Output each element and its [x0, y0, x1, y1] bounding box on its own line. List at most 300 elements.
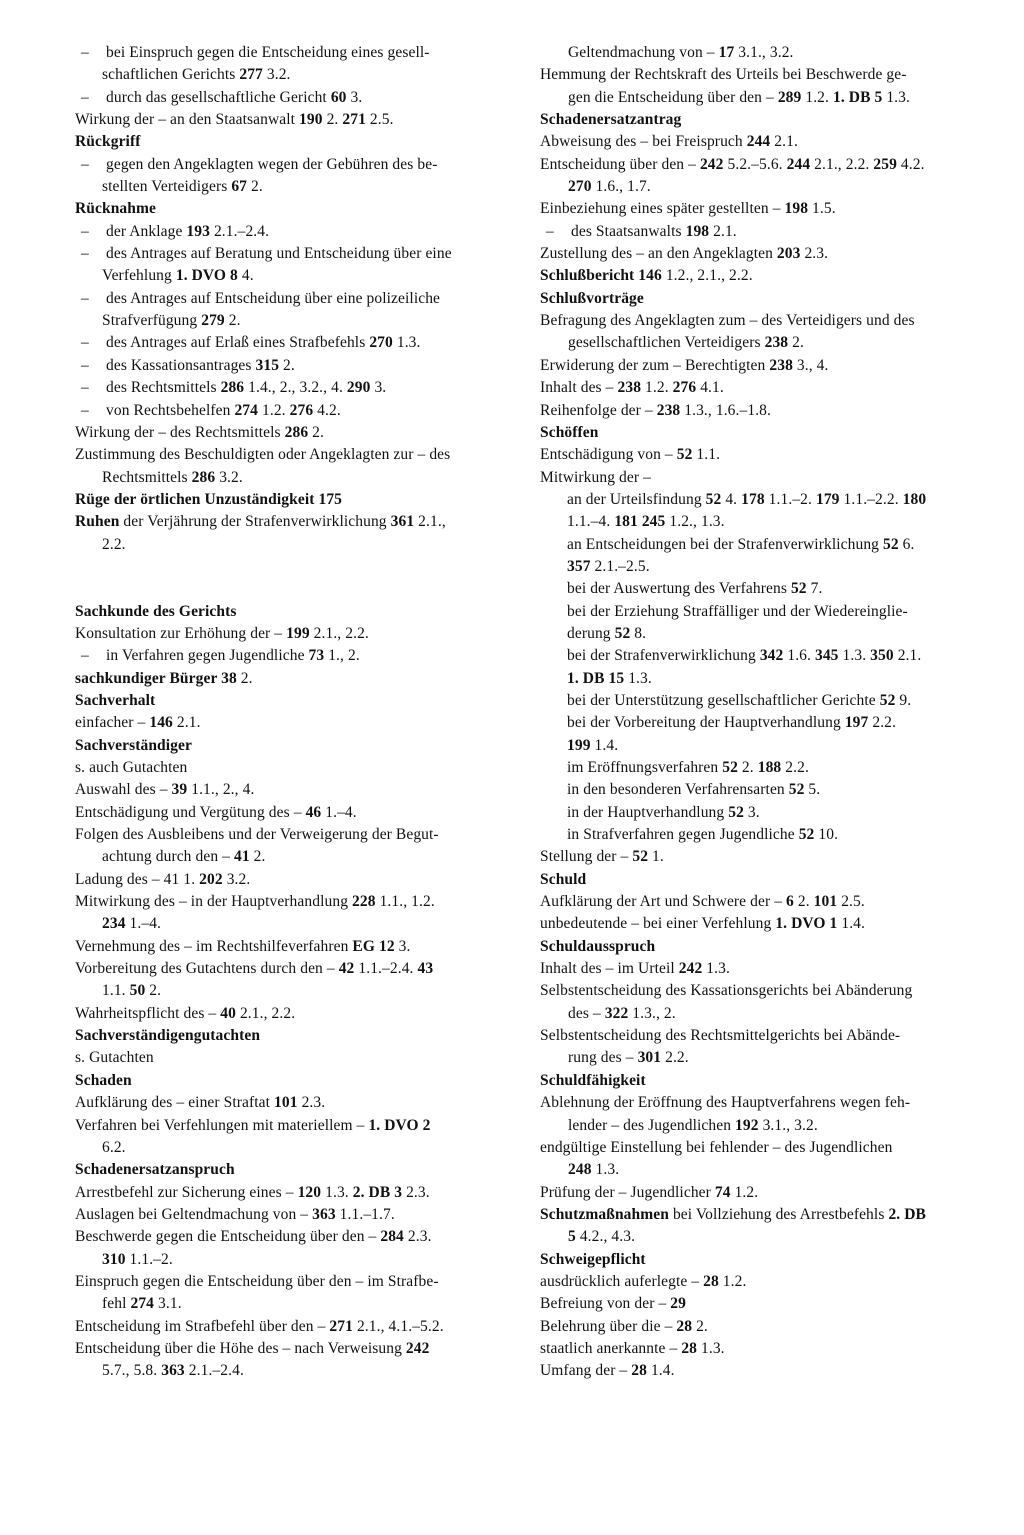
index-text: Sachverständiger: [75, 736, 192, 754]
index-entry-line: [540, 1092, 990, 1114]
index-reference: 52: [614, 624, 631, 642]
index-reference: 350: [870, 647, 894, 665]
index-heading: [540, 1249, 990, 1271]
index-reference: 52: [879, 691, 896, 709]
index-entry-line: [75, 422, 520, 444]
index-reference: 52: [788, 781, 805, 799]
index-text: Rechtsmittels: [102, 468, 192, 486]
index-entry-line: [540, 154, 990, 176]
index-dash-entry: [75, 288, 520, 310]
index-text: 1.3., 1.6.–1.8.: [680, 401, 772, 419]
index-text: Mitwirkung des – in der Hauptverhandlung: [75, 893, 353, 911]
index-text: Ablehnung der Eröffnung des Hauptverfahrens wegen feh-: [540, 1094, 911, 1112]
index-entry-line: [75, 712, 520, 734]
index-reference: 238: [617, 379, 642, 397]
index-reference: 198: [685, 222, 710, 240]
index-continuation-line: [75, 1249, 520, 1271]
dash-marker: –: [81, 334, 89, 352]
index-column-right: [540, 42, 990, 1383]
index-text: Belehrung über die –: [540, 1317, 677, 1335]
index-text: 1.2., 2.1., 2.2.: [661, 267, 753, 285]
index-entry-line: [75, 869, 520, 891]
index-text: 1.2.: [730, 1183, 759, 1201]
index-text: s. Gutachten: [75, 1049, 154, 1067]
index-text: 2.: [145, 982, 162, 1000]
dash-entry-text: [75, 377, 386, 399]
index-text: 1.3., 2.: [628, 1004, 676, 1022]
index-text: Reihenfolge der –: [540, 401, 657, 419]
index-subentry-line: [540, 757, 990, 779]
index-entry-line: [540, 891, 990, 913]
index-text: 2.2.: [781, 759, 809, 776]
index-reference: 52: [728, 803, 744, 821]
index-text: 2.: [692, 1317, 708, 1335]
index-text: Abweisung des – bei Freispruch: [540, 133, 747, 151]
index-text: 5.: [804, 781, 821, 799]
index-reference: 248: [568, 1161, 592, 1179]
dash-entry-text: [75, 355, 295, 377]
index-text: 1.1.: [102, 982, 130, 1000]
index-reference: 120: [297, 1183, 322, 1201]
index-continuation-line: [75, 913, 520, 935]
index-text: 2.1.–2.4.: [184, 1362, 244, 1380]
index-text: Sachkunde des Gerichts: [75, 602, 237, 620]
index-text: Einspruch gegen die Entscheidung über den – im Strafbe-: [75, 1272, 439, 1290]
index-text: 1.3.: [697, 1339, 725, 1357]
index-reference: 180: [902, 490, 927, 508]
index-continuation-line: [75, 1360, 520, 1382]
index-text: gesellschaftlichen Verteidigers: [568, 334, 765, 352]
index-entry-line: [540, 265, 990, 287]
index-dash-entry: [75, 154, 520, 176]
index-reference: 52: [705, 490, 722, 508]
index-continuation-line: [75, 64, 520, 86]
index-reference: 67: [231, 178, 248, 196]
index-entry-line: [540, 1025, 990, 1047]
index-reference: 6: [786, 893, 794, 911]
index-continuation-line: [75, 534, 520, 556]
index-reference: 242: [699, 155, 724, 173]
index-text: 2.5.: [365, 111, 394, 129]
index-reference: 1. DB 5: [832, 88, 883, 106]
dash-entry-text: [540, 221, 737, 243]
index-reference: 199: [567, 736, 591, 754]
dash-entry-text: [75, 332, 421, 354]
index-text: Aufklärung der Art und Schwere der –: [540, 893, 787, 911]
index-reference: 234: [102, 915, 126, 933]
index-text: bei der Unterstützung gesellschaftlicher Gerichte: [567, 691, 880, 709]
index-text: 1.5.: [808, 200, 836, 218]
index-continuation-line: [540, 1226, 990, 1248]
index-text: 1., 2.: [324, 647, 360, 665]
index-text: 3.2.: [222, 870, 251, 888]
index-text: Auswahl des –: [75, 781, 172, 799]
index-text: 2.1.: [770, 133, 798, 151]
index-continuation-line: [540, 1047, 990, 1069]
index-entry-line: [75, 1271, 520, 1293]
index-entry-line: [75, 1316, 520, 1338]
index-reference: 242: [405, 1339, 430, 1357]
index-entry-line: [75, 757, 520, 779]
index-text: des Kassationsantrages: [106, 356, 256, 374]
index-reference: 310: [102, 1250, 126, 1268]
index-text: 2.2.: [661, 1049, 689, 1067]
index-entry-line: [75, 958, 520, 980]
dash-marker: –: [81, 44, 89, 61]
index-text: Stellung der –: [540, 848, 633, 866]
index-continuation-line: [540, 1003, 990, 1025]
index-reference: 345: [814, 647, 839, 665]
index-text: 2.3.: [403, 1228, 432, 1246]
index-entry-line: [540, 1293, 990, 1315]
index-reference: 39: [171, 781, 188, 799]
index-reference: 52: [790, 580, 807, 598]
index-reference: 46: [305, 803, 322, 821]
index-entry-line: [75, 623, 520, 645]
index-subentry-line: [540, 534, 990, 556]
index-text: Schuld: [540, 870, 587, 888]
index-reference: 1. DVO 8: [175, 267, 238, 285]
index-reference: 286: [191, 468, 216, 486]
index-reference: 181 245: [614, 513, 666, 531]
index-reference: 271: [329, 1317, 353, 1335]
index-text: 6.2.: [102, 1138, 126, 1156]
index-reference: 202: [199, 870, 223, 888]
dash-marker: –: [81, 245, 89, 263]
index-continuation-line: [75, 980, 520, 1002]
index-heading: [75, 1025, 520, 1047]
index-text: Rüge der örtlichen Unzuständigkeit 175: [75, 490, 343, 508]
index-reference: 52: [632, 848, 649, 866]
index-reference: 289: [777, 88, 802, 106]
index-heading: [75, 131, 520, 153]
index-text: Befreiung von der –: [540, 1295, 671, 1313]
index-text: 2.: [249, 848, 266, 866]
index-entry-line: [540, 1338, 990, 1360]
index-reference: 242: [678, 960, 703, 978]
index-reference: 228: [352, 893, 376, 911]
index-text: Hemmung der Rechtskraft des Urteils bei Beschwerde ge-: [540, 66, 907, 84]
index-continuation-line: [540, 1159, 990, 1181]
index-dash-entry: [75, 221, 520, 243]
index-reference: 2. DB 3: [352, 1183, 403, 1201]
index-reference: Schlußbericht 146: [540, 267, 662, 285]
index-reference: 178: [741, 490, 765, 508]
index-text: stellten Verteidigers: [102, 178, 232, 196]
index-entry-line: [75, 1092, 520, 1114]
index-text: des Antrages auf Erlaß eines Strafbefehls: [106, 334, 370, 352]
index-text: Wahrheitspflicht des –: [75, 1004, 221, 1022]
index-text: 2.3.: [800, 245, 829, 263]
index-subentry-line: [540, 690, 990, 712]
index-text: 1.1.: [692, 446, 721, 464]
index-reference: 322: [604, 1004, 629, 1022]
index-text: 1.2.: [718, 1272, 747, 1290]
index-subentry-line: [540, 511, 990, 533]
index-reference: 146: [149, 714, 173, 732]
index-text: 1.2.: [641, 379, 673, 397]
index-entry-line: [75, 668, 520, 690]
index-text: 1.1.–2.4.: [354, 960, 418, 978]
dash-entry-text: [75, 221, 269, 243]
index-reference: sachkundiger Bürger 38: [75, 669, 237, 687]
index-text: Sachverhalt: [75, 691, 156, 709]
index-text: 1.4.: [837, 915, 865, 933]
dash-marker: –: [81, 289, 89, 307]
index-text: durch das gesellschaftliche Gericht: [106, 88, 331, 106]
index-entry-line: [540, 980, 990, 1002]
index-text: 3.1.: [154, 1295, 182, 1313]
index-text: 2.3.: [402, 1183, 430, 1201]
index-text: an der Urteilsfindung: [567, 490, 706, 508]
dash-marker: –: [81, 647, 89, 665]
index-text: Verfahren bei Verfehlungen mit materiellem –: [75, 1116, 369, 1134]
index-column-left: [75, 42, 520, 1383]
index-heading: [75, 735, 520, 757]
index-heading: [540, 288, 990, 310]
index-reference: 52: [722, 759, 738, 776]
index-reference: 274: [130, 1295, 155, 1313]
index-text: derung: [567, 624, 615, 642]
index-text: 3.2.: [262, 66, 291, 84]
index-dash-entry: [75, 87, 520, 109]
index-subentry-line: [540, 802, 990, 824]
index-text: Auslagen bei Geltendmachung von –: [75, 1205, 313, 1223]
index-reference: 50: [129, 982, 146, 1000]
index-text: 1.1.–1.7.: [335, 1205, 395, 1223]
index-heading: [540, 1070, 990, 1092]
index-continuation-line: [75, 846, 520, 868]
index-continuation-line: [75, 1137, 520, 1159]
index-text: Selbstentscheidung des Rechtsmittelgerichts bei Abände-: [540, 1027, 901, 1045]
index-reference: 1. DVO 2: [368, 1116, 431, 1134]
index-text: 2.: [247, 178, 263, 196]
index-text: Selbstentscheidung des Kassationsgerichts bei Abänderung: [540, 982, 913, 1000]
index-reference: 192: [735, 1116, 759, 1134]
index-text: 2.5.: [837, 893, 865, 911]
index-text: bei Vollziehung des Arrestbefehls: [668, 1205, 889, 1223]
index-reference: 270: [369, 334, 393, 352]
index-text: Befragung des Angeklagten zum – des Verteidigers und des: [540, 312, 915, 330]
index-heading: [75, 601, 520, 623]
index-text: Schuldfähigkeit: [540, 1071, 646, 1089]
index-entry-line: [75, 936, 520, 958]
index-text: Entscheidung im Strafbefehl über den –: [75, 1317, 330, 1335]
dash-entry-text: [75, 154, 437, 176]
index-entry-line: [540, 1271, 990, 1293]
index-heading: [75, 198, 520, 220]
index-reference: 361: [390, 513, 415, 531]
index-text: achtung durch den –: [102, 848, 234, 866]
index-text: 10.: [814, 826, 839, 844]
index-subentry-line: [540, 489, 990, 511]
index-text: Konsultation zur Erhöhung der –: [75, 624, 287, 642]
index-reference: 284: [380, 1228, 404, 1246]
index-text: Erwiderung der zum – Berechtigten: [540, 356, 770, 374]
index-reference: 277: [239, 66, 263, 84]
index-reference: 1. DVO 1: [775, 915, 838, 933]
index-heading: [540, 869, 990, 891]
index-subentry-line: [540, 668, 990, 690]
index-text: einfacher –: [75, 714, 150, 732]
index-text: der Anklage: [106, 222, 187, 240]
index-reference: 238: [656, 401, 681, 419]
index-entry-line: [540, 958, 990, 980]
index-heading: [75, 1070, 520, 1092]
index-reference: 203: [776, 245, 801, 263]
index-entry-line: [75, 444, 520, 466]
index-heading: [75, 1159, 520, 1181]
index-entry-line: [75, 779, 520, 801]
index-reference: 363: [161, 1362, 185, 1380]
index-reference: Ruhen: [75, 513, 120, 531]
index-entry-line: [75, 1003, 520, 1025]
index-reference: 199: [286, 624, 310, 642]
index-text: Beschwerde gegen die Entscheidung über den –: [75, 1228, 381, 1246]
index-entry-line: [540, 467, 990, 489]
index-subentry-line: [540, 645, 990, 667]
index-reference: 238: [764, 334, 789, 352]
index-text: Entscheidung über den –: [540, 155, 700, 173]
dash-marker: –: [81, 88, 89, 106]
index-text: 4.: [237, 267, 254, 285]
index-text: 1.1.–4.: [567, 513, 615, 531]
index-continuation-line: [75, 1293, 520, 1315]
index-text: 4.2.: [313, 401, 341, 419]
index-reference: 29: [670, 1295, 686, 1313]
index-text: in der Hauptverhandlung: [567, 803, 729, 821]
index-text: Folgen des Ausbleibens und der Verweigerung der Begut-: [75, 826, 439, 844]
index-text: lender – des Jugendlichen: [568, 1116, 736, 1134]
index-text: 3., 4.: [792, 356, 829, 374]
dash-entry-text: [75, 288, 440, 310]
dash-marker: –: [81, 222, 89, 240]
index-text: Schadenersatzanspruch: [75, 1161, 235, 1179]
index-text: fehl: [102, 1295, 131, 1313]
index-dash-entry: [75, 400, 520, 422]
index-text: 1.1., 1.2.: [375, 893, 435, 911]
index-entry-line: [540, 1137, 990, 1159]
index-text: Entschädigung und Vergütung des –: [75, 803, 306, 821]
index-reference: 271: [342, 111, 366, 129]
index-reference: 60: [330, 88, 347, 106]
index-text: 1.3.: [392, 334, 421, 352]
index-text: von Rechtsbehelfen: [106, 401, 235, 419]
index-text: unbedeutende – bei einer Verfehlung: [540, 915, 776, 933]
index-text: 1.2., 1.3.: [665, 513, 725, 531]
index-heading: [75, 489, 520, 511]
index-subentry-line: [540, 601, 990, 623]
index-text: Aufklärung des – einer Straftat: [75, 1094, 275, 1112]
index-text: im Eröffnungsverfahren: [567, 759, 723, 776]
index-text: des Rechtsmittels: [106, 379, 221, 397]
index-text: 2.1.,: [414, 513, 446, 531]
index-text: 2.: [788, 334, 804, 352]
dash-marker: –: [81, 155, 89, 173]
index-reference: 28: [631, 1362, 647, 1380]
index-entry-line: [75, 1338, 520, 1360]
index-reference: 179: [815, 490, 840, 508]
index-dash-entry: [75, 645, 520, 667]
index-continuation-line: [540, 87, 990, 109]
index-text: Prüfung der – Jugendlicher: [540, 1183, 715, 1201]
index-text: 1.3.: [702, 960, 730, 978]
index-reference: 28: [676, 1317, 693, 1335]
index-entry-line: [75, 802, 520, 824]
index-entry-line: [540, 1204, 990, 1226]
index-continuation-line: [540, 1115, 990, 1137]
index-text: schaftlichen Gerichts: [102, 66, 240, 84]
index-reference: 17: [718, 44, 735, 61]
index-reference: 101: [274, 1094, 298, 1112]
index-text: 2.1.: [893, 647, 922, 665]
index-continuation-line: [75, 310, 520, 332]
index-text: 4.2., 4.3.: [575, 1228, 636, 1246]
index-text: s. auch Gutachten: [75, 759, 188, 776]
index-text: in Verfahren gegen Jugendliche: [106, 647, 309, 665]
index-entry-line: [75, 1182, 520, 1204]
index-reference: 276: [289, 401, 314, 419]
index-reference: 238: [769, 356, 793, 374]
index-text: 2.: [793, 893, 814, 911]
index-reference: 198: [784, 200, 809, 218]
index-dash-entry: [75, 332, 520, 354]
index-text: 3.1., 3.2.: [758, 1116, 818, 1134]
index-entry-line: [540, 400, 990, 422]
index-subentry-line: [540, 578, 990, 600]
index-entry-line: [540, 64, 990, 86]
index-dash-entry: [75, 377, 520, 399]
index-text: 1.4., 2., 3.2., 4.: [244, 379, 347, 397]
index-continuation-line: [75, 467, 520, 489]
index-text: gegen den Angeklagten wegen der Gebühren des be-: [106, 155, 438, 173]
index-text: in den besonderen Verfahrensarten: [567, 781, 789, 799]
index-reference: 290: [346, 379, 371, 397]
index-text: Schweigepflicht: [540, 1250, 646, 1268]
index-entry-line: [75, 891, 520, 913]
index-reference: 1. DB 15: [567, 669, 625, 687]
dash-marker: –: [546, 222, 554, 240]
index-reference: 270: [568, 178, 592, 196]
index-text: 9.: [895, 691, 912, 709]
index-text: 3.: [394, 937, 411, 955]
index-text: Arrestbefehl zur Sicherung eines –: [75, 1183, 298, 1201]
index-reference: EG 12: [352, 937, 395, 955]
index-dash-entry: [540, 221, 990, 243]
index-subentry-line: [540, 712, 990, 734]
index-reference: 40: [220, 1004, 236, 1022]
index-text: 1.1.–2.: [125, 1250, 173, 1268]
index-text: Entscheidung über die Höhe des – nach Verweisung: [75, 1339, 406, 1357]
index-text: an Entscheidungen bei der Strafenverwirklichung: [567, 535, 883, 553]
index-text: 3.1., 3.2.: [734, 44, 794, 61]
index-text: bei der Strafenverwirklichung: [567, 647, 760, 665]
index-text: Geltendmachung von –: [568, 44, 719, 61]
index-entry-line: [540, 444, 990, 466]
index-dash-entry: [75, 355, 520, 377]
index-text: ausdrücklich auferlegte –: [540, 1272, 704, 1290]
index-text: bei der Auswertung des Verfahrens: [567, 580, 791, 598]
index-reference: 301: [637, 1049, 662, 1067]
index-entry-line: [540, 131, 990, 153]
index-reference: 363: [312, 1205, 336, 1223]
index-dash-entry: [75, 42, 520, 64]
index-text: 2.: [279, 356, 295, 374]
index-reference: 342: [759, 647, 784, 665]
index-text: Schadenersatzantrag: [540, 111, 682, 129]
index-text: 2.1., 2.2.: [309, 624, 369, 642]
index-reference: 52: [798, 826, 815, 844]
